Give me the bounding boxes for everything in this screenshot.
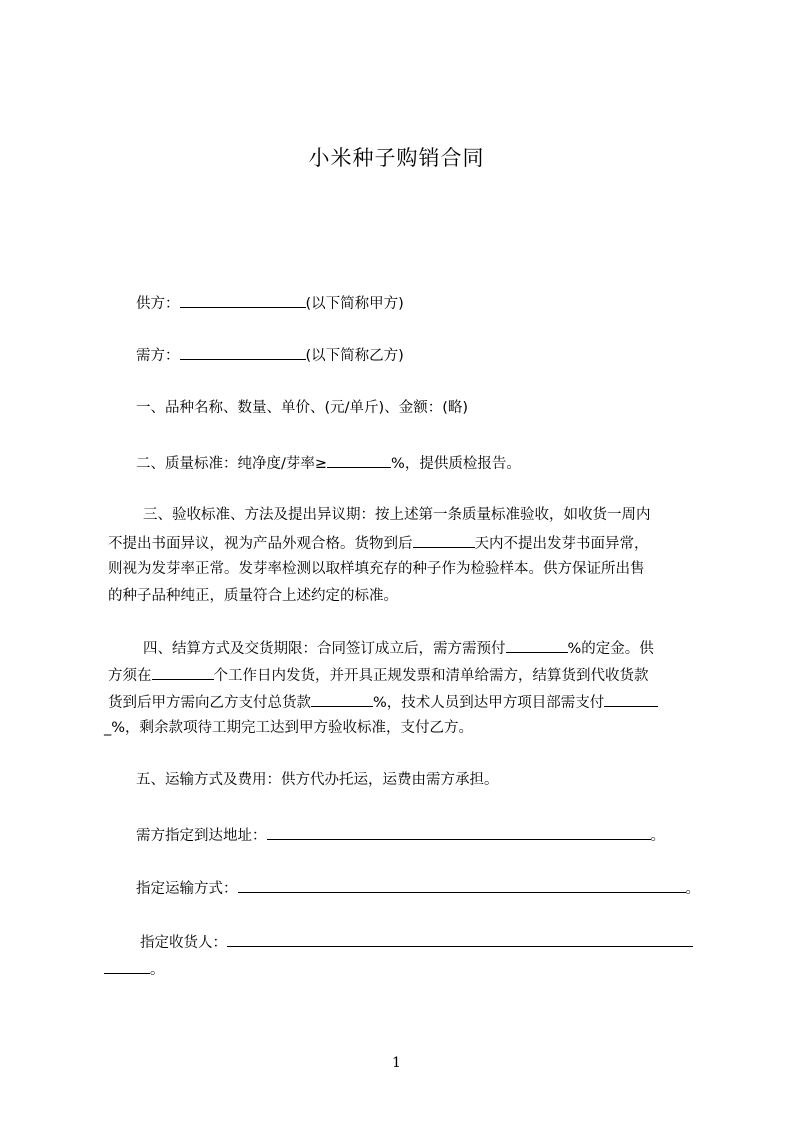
supplier-note: (以下简称甲方) bbox=[305, 296, 404, 312]
clause-2-text: 二、质量标准：纯净度/芽率≥ bbox=[136, 456, 328, 472]
clause-3-line-3: 则视为发芽率正常。发芽率检测以取样填充存的种子作为检验样本。供方保证所出售 bbox=[108, 561, 645, 577]
clause-3-line-2-text: 不提出书面异议，视为产品外观合格。货物到后 bbox=[108, 536, 413, 552]
clause-4-line-3-text: 货到后甲方需向乙方支付总货款 bbox=[108, 695, 311, 711]
consignee-line-2 bbox=[104, 958, 165, 980]
clause-4-line-2-text: 方须在 bbox=[108, 668, 152, 684]
clause-4-line-1-text: 四、结算方式及交货期限：合同签订成立后，需方需预付 bbox=[143, 641, 506, 657]
consignee-blank-continued bbox=[104, 958, 150, 974]
buyer-note: (以下简称乙方) bbox=[305, 348, 404, 364]
clause-3-line-1: 三、验收标准、方法及提出异议期：按上述第一条质量标准验收，如收货一周内 bbox=[143, 507, 651, 523]
consignee-blank bbox=[227, 931, 693, 947]
clause-4-line-4-start: _ bbox=[104, 720, 112, 736]
supplier-blank bbox=[180, 292, 306, 308]
clause-2 bbox=[136, 452, 521, 474]
clause-3-line-4: 的种子品种纯正，质量符合上述约定的标准。 bbox=[108, 588, 398, 604]
clause-2-end: %，提供质检报告。 bbox=[391, 456, 521, 472]
workdays-blank bbox=[152, 664, 214, 680]
delivery-address-line bbox=[136, 824, 665, 846]
clause-4-line-2 bbox=[108, 664, 649, 686]
consignee-line bbox=[140, 931, 693, 953]
delivery-address-blank bbox=[267, 824, 651, 840]
clause-4-line-4-text: %，剩余款项待工期完工达到甲方验收标准，支付乙方。 bbox=[111, 720, 474, 736]
clause-4-line-1-end: %的定金。供 bbox=[567, 641, 654, 657]
transport-method-label: 指定运输方式： bbox=[136, 881, 238, 897]
buyer-line bbox=[136, 344, 404, 366]
clause-3-line-2 bbox=[108, 532, 649, 554]
clause-4-line-3-mid: %，技术人员到达甲方项目部需支付 bbox=[373, 695, 605, 711]
clause-5: 五、运输方式及费用：供方代办托运，运费由需方承担。 bbox=[136, 772, 499, 788]
germination-rate-blank bbox=[327, 452, 391, 468]
technician-payment-blank bbox=[604, 691, 658, 707]
consignee-end: 。 bbox=[150, 962, 165, 978]
transport-method-line bbox=[136, 877, 700, 899]
clause-4-line-3 bbox=[108, 691, 658, 713]
deposit-blank bbox=[506, 637, 568, 653]
clause-4-line-4 bbox=[104, 718, 473, 738]
consignee-label: 指定收货人： bbox=[140, 935, 227, 951]
delivery-address-end: 。 bbox=[650, 828, 665, 844]
clause-4-line-1 bbox=[143, 637, 654, 659]
supplier-label: 供方： bbox=[136, 296, 180, 312]
supplier-line bbox=[136, 292, 404, 314]
page-number: 1 bbox=[392, 1055, 401, 1071]
transport-method-blank bbox=[238, 877, 686, 893]
delivery-address-label: 需方指定到达地址： bbox=[136, 828, 267, 844]
clause-1: 一、品种名称、数量、单价、(元/单斤)、金额：(略) bbox=[136, 400, 469, 416]
days-blank bbox=[413, 532, 475, 548]
payment-percent-blank bbox=[311, 691, 373, 707]
clause-4-line-2-end: 个工作日内发货，并开具正规发票和清单给需方，结算货到代收货款 bbox=[213, 668, 649, 684]
buyer-blank bbox=[180, 344, 306, 360]
transport-method-end: 。 bbox=[685, 881, 700, 897]
buyer-label: 需方： bbox=[136, 348, 180, 364]
document-title: 小米种子购销合同 bbox=[308, 146, 485, 170]
clause-3-line-2-end: 天内不提出发芽书面异常， bbox=[474, 536, 649, 552]
